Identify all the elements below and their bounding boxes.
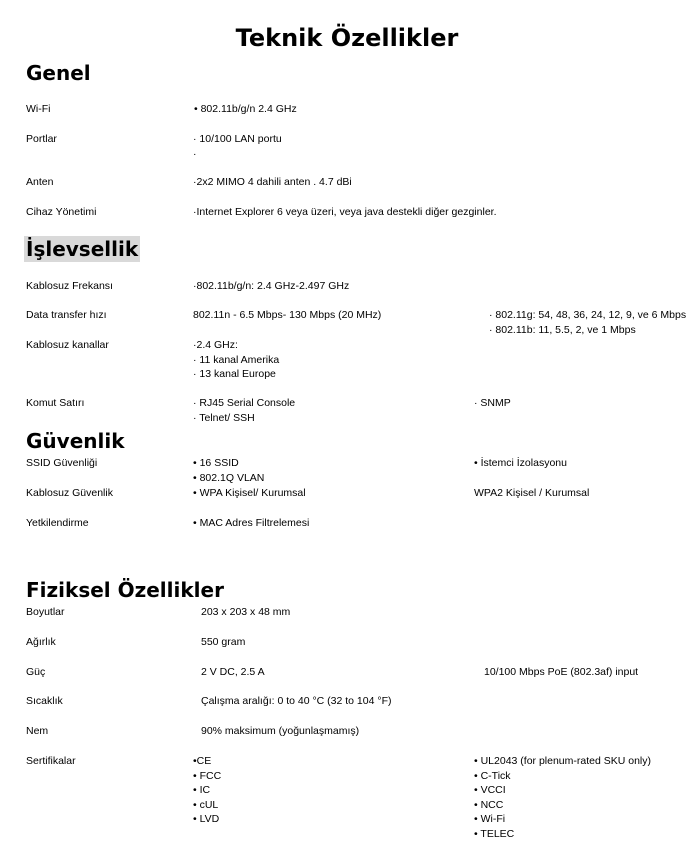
label-boyut: Boyutlar: [26, 606, 65, 618]
sertifika-item: • Wi-Fi: [474, 813, 506, 825]
value-portlar-line1: · 10/100 LAN portu: [193, 133, 282, 145]
value-ssid: [193, 456, 264, 485]
label-portlar: Portlar: [26, 133, 57, 145]
value-portlar: [193, 132, 282, 161]
value-kanallar-line3: · 13 kanal Europe: [193, 368, 276, 380]
value-kanallar: [193, 338, 279, 382]
value-guc-poe: 10/100 Mbps PoE (802.3af) input: [484, 666, 639, 678]
sertifika-item: • NCC: [474, 798, 504, 811]
value-transfer-b: · 802.11b: 11, 5.5, 2, ve 1 Mbps: [489, 323, 636, 336]
value-kablosuz-wpa2: WPA2 Kişisel / Kurumsal: [474, 487, 590, 499]
label-kablosuz-guvenlik: Kablosuz Güvenlik: [26, 487, 113, 499]
value-frekans: ·802.11b/g/n: 2.4 GHz-2.497 GHz: [193, 280, 350, 292]
value-nem: 90% maksimum (yoğunlaşmamış): [201, 725, 360, 737]
label-frekans: Kablosuz Frekansı: [26, 280, 113, 292]
label-kanallar: Kablosuz kanallar: [26, 339, 109, 351]
value-sertifika-col2: [474, 754, 651, 841]
value-komut-snmp: · SNMP: [474, 397, 511, 409]
sertifika-item: • VCCI: [474, 784, 506, 796]
label-anten: Anten: [26, 176, 54, 188]
value-sertifika-col1: [193, 754, 221, 827]
value-guc: 2 V DC, 2.5 A: [201, 666, 265, 678]
label-yetki: Yetkilendirme: [26, 517, 89, 529]
value-portlar-line2: ·: [193, 147, 197, 160]
sertifika-item: • cUL: [193, 798, 219, 811]
value-transfer-gb: [489, 308, 686, 337]
value-anten: ·2x2 MIMO 4 dahili anten . 4.7 dBi: [193, 176, 352, 188]
value-komut: [193, 396, 295, 425]
section-heading-guvenlik: Güvenlik: [26, 429, 125, 453]
value-kanallar-line2: · 11 kanal Amerika: [193, 353, 280, 366]
value-wifi: • 802.11b/g/n 2.4 GHz: [194, 103, 297, 115]
value-sicaklik: Çalışma aralığı: 0 to 40 °C (32 to 104 °F): [201, 695, 392, 707]
label-transfer: Data transfer hızı: [26, 309, 107, 321]
value-kablosuz-wpa: • WPA Kişisel/ Kurumsal: [193, 487, 306, 499]
label-sertifika: Sertifikalar: [26, 755, 76, 767]
section-heading-fiziksel: Fiziksel Özellikler: [26, 578, 224, 602]
value-kanallar-line1: ·2.4 GHz:: [193, 339, 238, 351]
value-ssid-line2: • 802.1Q VLAN: [193, 471, 265, 484]
sertifika-item: • TELEC: [474, 827, 515, 840]
label-ssid: SSID Güvenliği: [26, 457, 98, 469]
value-boyut: 203 x 203 x 48 mm: [201, 606, 291, 618]
label-guc: Güç: [26, 666, 46, 678]
value-transfer-g: · 802.11g: 54, 48, 36, 24, 12, 9, ve 6 Mbps: [489, 309, 687, 321]
section-heading-islevsellik: İşlevsellik: [26, 237, 139, 261]
label-komut: Komut Satırı: [26, 397, 85, 409]
value-cihaz: ·Internet Explorer 6 veya üzeri, veya java destekli diğer gezginler.: [193, 206, 497, 218]
value-ssid-line1: • 16 SSID: [193, 457, 239, 469]
page-title: Teknik Özellikler: [235, 24, 459, 52]
value-yetki: • MAC Adres Filtrelemesi: [193, 517, 310, 529]
label-sicaklik: Sıcaklık: [26, 695, 63, 707]
label-nem: Nem: [26, 725, 49, 737]
sertifika-item: • C-Tick: [474, 769, 511, 782]
section-heading-genel: Genel: [26, 61, 91, 85]
sertifika-item: • IC: [193, 784, 211, 796]
sertifika-item: • FCC: [193, 769, 222, 782]
value-ssid-izolasyon: • İstemci İzolasyonu: [474, 457, 567, 469]
value-transfer-n: 802.11n - 6.5 Mbps- 130 Mbps (20 MHz): [193, 309, 382, 321]
sertifika-item: •CE: [193, 755, 212, 767]
value-komut-line1: · RJ45 Serial Console: [193, 397, 296, 409]
label-cihaz: Cihaz Yönetimi: [26, 206, 97, 218]
value-agirlik: 550 gram: [201, 636, 246, 648]
sertifika-item: • LVD: [193, 813, 220, 825]
label-agirlik: Ağırlık: [26, 636, 56, 648]
value-komut-line2: · Telnet/ SSH: [193, 411, 255, 424]
sertifika-item: • UL2043 (for plenum-rated SKU only): [474, 755, 652, 767]
label-wifi: Wi-Fi: [26, 103, 51, 115]
